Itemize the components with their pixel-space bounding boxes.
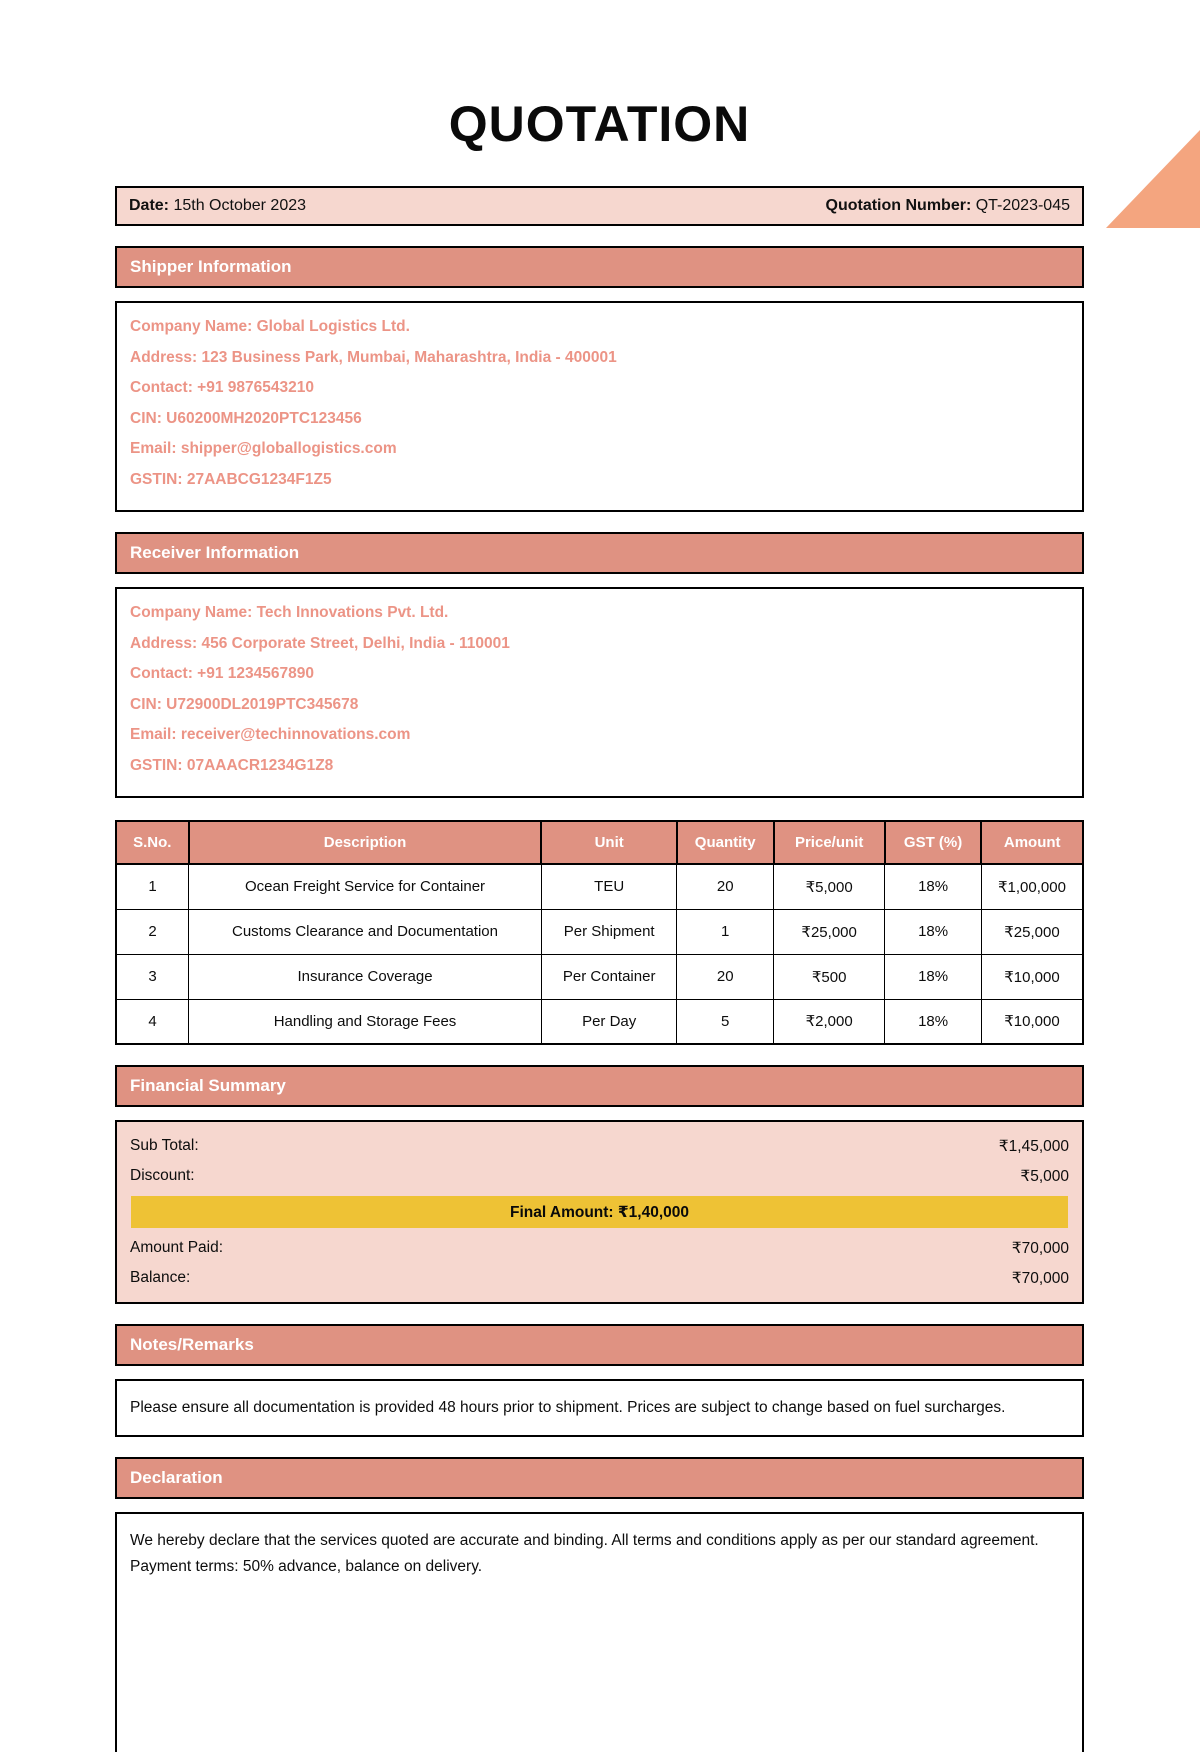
financial-summary-title: Financial Summary (130, 1076, 286, 1095)
financial-summary-row (117, 1161, 1082, 1191)
items-table-cell: 5 (677, 999, 774, 1044)
declaration-box: We hereby declare that the services quoted are accurate and binding. All terms and conditions apply as per our standard agreement. Payment terms: 50% advance, balance on delivery. (115, 1512, 1084, 1752)
financial-row-label: Amount Paid: (130, 1239, 224, 1256)
receiver-info-line: Contact: +91 1234567890 (130, 665, 314, 682)
date-field (129, 197, 306, 215)
shipper-info-line: Contact: +91 9876543210 (130, 379, 314, 396)
financial-row-label: Sub Total: (130, 1137, 199, 1154)
items-table-cell: Customs Clearance and Documentation (189, 909, 542, 954)
shipper-info-line: Email: shipper@globallogistics.com (130, 440, 397, 457)
receiver-info-line: Email: receiver@techinnovations.com (130, 726, 411, 743)
items-table-cell: Per Shipment (541, 909, 676, 954)
receiver-section-title: Receiver Information (130, 543, 300, 562)
quotation-number-field (826, 197, 1071, 215)
financial-row-value: ₹5,000 (1020, 1167, 1069, 1185)
items-table-cell: TEU (541, 864, 676, 909)
items-table-cell: 1 (677, 909, 774, 954)
items-table-row (116, 864, 1083, 909)
shipper-info-line: Address: 123 Business Park, Mumbai, Maharashtra, India - 400001 (130, 348, 617, 366)
items-table-cell: 18% (885, 999, 982, 1044)
items-table-cell: ₹10,000 (981, 999, 1083, 1044)
items-table-row (116, 999, 1083, 1044)
financial-row-value: ₹1,45,000 (998, 1137, 1069, 1155)
items-table-cell: 1 (116, 864, 189, 909)
financial-summary-row (117, 1131, 1082, 1161)
financial-rows-before (117, 1131, 1082, 1191)
items-table-cell: ₹25,000 (774, 909, 885, 954)
page-title: QUOTATION (448, 96, 751, 152)
items-table-cell: ₹10,000 (981, 954, 1083, 999)
items-column-header: Quantity (677, 821, 774, 864)
receiver-info-line: CIN: U72900DL2019PTC345678 (130, 695, 359, 713)
items-table-body (116, 864, 1083, 1044)
items-table-cell: ₹25,000 (981, 909, 1083, 954)
date-value: 15th October 2023 (173, 197, 307, 214)
shipper-info-box (115, 301, 1084, 512)
items-table-cell: ₹1,00,000 (981, 864, 1083, 909)
corner-decoration-triangle (1106, 130, 1200, 228)
items-column-header: Description (189, 821, 542, 864)
financial-summary-header (115, 1065, 1084, 1107)
items-table-row (116, 909, 1083, 954)
notes-section-header (115, 1324, 1084, 1366)
financial-summary-row (117, 1233, 1082, 1263)
financial-row-value: ₹70,000 (1011, 1269, 1069, 1287)
items-table-cell: ₹2,000 (774, 999, 885, 1044)
items-column-header: Price/unit (774, 821, 885, 864)
shipper-info-line: GSTIN: 27AABCG1234F1Z5 (130, 470, 332, 488)
items-table-cell: Handling and Storage Fees (189, 999, 542, 1044)
declaration-section-title: Declaration (130, 1468, 223, 1487)
items-table-cell: 18% (885, 864, 982, 909)
document-body (115, 0, 1084, 1752)
financial-rows-after (117, 1233, 1082, 1293)
receiver-info-line: GSTIN: 07AAACR1234G1Z8 (130, 756, 334, 774)
items-header-row (116, 821, 1083, 864)
items-table-cell: ₹500 (774, 954, 885, 999)
financial-row-label: Balance: (130, 1269, 191, 1286)
items-table-row (116, 954, 1083, 999)
declaration-section-header (115, 1457, 1084, 1499)
financial-row-label: Discount: (130, 1167, 195, 1184)
items-column-header: Unit (541, 821, 676, 864)
financial-row-value: ₹70,000 (1011, 1239, 1069, 1257)
financial-summary-box (115, 1120, 1084, 1304)
notes-section-title: Notes/Remarks (130, 1335, 254, 1354)
items-table-cell: 18% (885, 954, 982, 999)
receiver-info-box (115, 587, 1084, 798)
receiver-info-line: Address: 456 Corporate Street, Delhi, India - 110001 (130, 634, 510, 652)
quotation-number-value: QT-2023-045 (975, 197, 1070, 214)
items-column-header: Amount (981, 821, 1083, 864)
items-table-cell: 18% (885, 909, 982, 954)
notes-box: Please ensure all documentation is provided 48 hours prior to shipment. Prices are subject to change based on fuel surcharges. (115, 1379, 1084, 1437)
items-table-head (116, 821, 1083, 864)
meta-bar (115, 186, 1084, 226)
quotation-number-label: Quotation Number: (825, 197, 972, 214)
items-column-header: S.No. (116, 821, 189, 864)
shipper-section-header (115, 246, 1084, 288)
items-table-cell: Ocean Freight Service for Container (189, 864, 542, 909)
shipper-section-title: Shipper Information (130, 257, 292, 276)
items-table-cell: 20 (677, 864, 774, 909)
items-table-cell: 20 (677, 954, 774, 999)
items-table-cell: 3 (116, 954, 189, 999)
shipper-info-line: CIN: U60200MH2020PTC123456 (130, 409, 362, 427)
items-table (115, 820, 1084, 1045)
shipper-info-line: Company Name: Global Logistics Ltd. (130, 318, 410, 335)
financial-summary-row (117, 1263, 1082, 1293)
date-label: Date: (129, 197, 170, 214)
items-table-cell: ₹5,000 (774, 864, 885, 909)
items-table-cell: Per Container (541, 954, 676, 999)
final-amount-bar: Final Amount: ₹1,40,000 (131, 1196, 1068, 1228)
items-table-cell: 4 (116, 999, 189, 1044)
items-table-cell: Per Day (541, 999, 676, 1044)
items-column-header: GST (%) (885, 821, 982, 864)
items-table-cell: 2 (116, 909, 189, 954)
items-table-cell: Insurance Coverage (189, 954, 542, 999)
receiver-info-line: Company Name: Tech Innovations Pvt. Ltd. (130, 604, 449, 621)
receiver-section-header (115, 532, 1084, 574)
